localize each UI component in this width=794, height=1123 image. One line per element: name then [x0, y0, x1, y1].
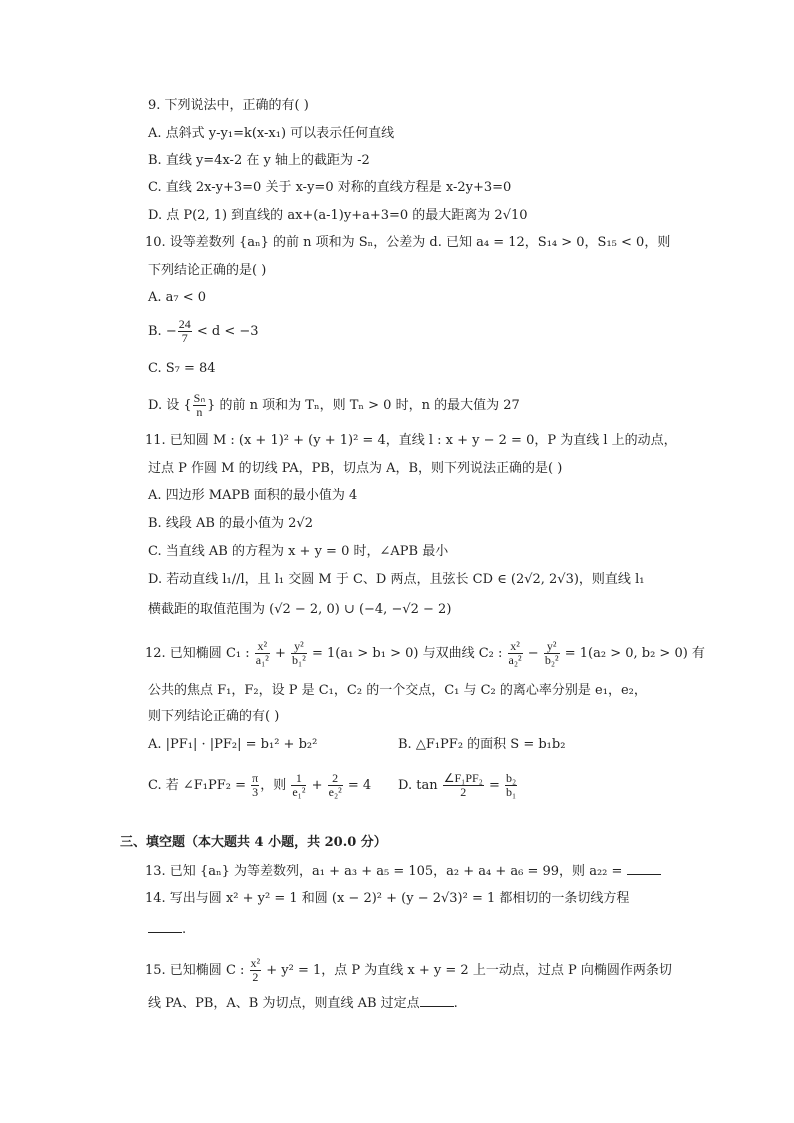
q12-c-pd: 3 [252, 785, 259, 799]
q10-d-num: Sₙ [193, 391, 206, 405]
q10-b-prefix: B. − [148, 324, 177, 339]
q12-f2d: b₁² [292, 653, 306, 667]
q15-frac [250, 957, 262, 984]
q12-c-bn: 2 [328, 772, 343, 786]
q12-stem-line3: 则下列结论正确的有( ) [148, 709, 280, 724]
q12-c-plus: + [307, 778, 327, 793]
q11-stem-line1: 11. 已知圆 M : (x + 1)² + (y + 1)² = 4，直线 l : x + y − 2 = 0，P 为直线 l 上的动点， [145, 433, 677, 448]
q15-fd: 2 [252, 970, 259, 984]
q10-b-fraction [178, 318, 192, 345]
q9-option-d: D. 点 P(2, 1) 到直线的 ax+(a-1)y+a+3=0 的最大距离为 2√10 [148, 208, 528, 223]
q10-d-fraction [193, 392, 206, 419]
q11-option-a: A. 四边形 MAPB 面积的最小值为 4 [148, 488, 358, 503]
q12-d-d: 2 [460, 785, 467, 799]
q14-answer-blank[interactable] [148, 920, 182, 933]
q12-f3d: a₂² [508, 653, 522, 667]
q12-c-pn: π [252, 771, 259, 785]
q12-stem-b: = 1(a₁ > b₁ > 0) 与双曲线 C₂ : [307, 646, 507, 661]
q10-d-den: n [196, 405, 203, 419]
q10-d-prefix: D. 设 { [148, 398, 192, 413]
q15-answer-blank[interactable] [420, 994, 454, 1007]
q11-option-d-line2: 横截距的取值范围为 (√2 − 2, 0) ∪ (−4, −√2 − 2) [148, 602, 452, 617]
q10-stem-line2: 下列结论正确的是( ) [148, 263, 267, 278]
q10-option-c: C. S₇ = 84 [148, 361, 216, 376]
q9-option-b: B. 直线 y=4x-2 在 y 轴上的截距为 -2 [148, 153, 370, 168]
q12-stem-line2: 公共的焦点 F₁，F₂，设 P 是 C₁，C₂ 的一个交点，C₁ 与 C₂ 的离心率分别是 e₁，e₂， [148, 683, 647, 698]
q12-option-a: A. |PF₁| · |PF₂| = b₁² + b₂² [148, 737, 318, 752]
q15-fn: x² [250, 956, 261, 970]
q12-d-rn: b₂ [506, 771, 517, 785]
q12-c-an: 1 [291, 772, 306, 786]
q14-line2 [148, 920, 186, 939]
q12-f4d: b₂² [544, 653, 559, 667]
q10-d-suffix: } 的前 n 项和为 Tₙ，则 Tₙ > 0 时，n 的最大值为 27 [207, 398, 520, 413]
q10-b-num: 24 [178, 317, 191, 331]
q12-d-n: ∠F₁PF₂ [443, 771, 483, 785]
q9-option-a: A. 点斜式 y-y₁=k(x-x₁) 可以表示任何直线 [148, 126, 395, 141]
q12-d-frac-angle [443, 772, 484, 799]
q12-option-b: B. △F₁PF₂ 的面积 S = b₁b₂ [398, 737, 566, 752]
q15-suffix: + y² = 1，点 P 为直线 x + y = 2 上一动点，过点 P 向椭圆作两条切 [262, 963, 672, 978]
q15-line2-text: 线 PA、PB，A、B 为切点，则直线 AB 过定点 [148, 996, 420, 1011]
q12-f1n: x² [255, 640, 270, 654]
q14-line1: 14. 写出与圆 x² + y² = 1 和圆 (x − 2)² + (y − 2√3)² = 1 都相切的一条切线方程 [145, 891, 630, 906]
q15-end: . [453, 996, 458, 1011]
q12-frac2 [291, 640, 307, 667]
q12-c-prefix: C. 若 ∠F₁PF₂ = [148, 778, 251, 793]
q10-stem-line1: 10. 设等差数列 {aₙ} 的前 n 项和为 Sₙ，公差为 d. 已知 a₄ = 12，S₁₄ > 0，S₁₅ < 0，则 [145, 235, 671, 250]
q12-c-suffix: = 4 [343, 778, 372, 793]
q12-c-frac-pi [251, 772, 259, 799]
q9-option-c: C. 直线 2x-y+3=0 关于 x-y=0 对称的直线方程是 x-2y+3=0 [148, 180, 512, 195]
q13-answer-blank[interactable] [627, 862, 661, 875]
q12-d-eq: = [484, 778, 505, 793]
q10-option-d [148, 392, 520, 419]
q10-option-b [148, 318, 259, 345]
q11-option-d-line1: D. 若动直线 l₁//l，且 l₁ 交圆 M 于 C、D 两点，且弦长 CD ∈ (2√2, 2√3)，则直线 l₁ [148, 572, 645, 587]
q10-b-suffix: < d < −3 [192, 324, 259, 339]
q13-text: 13. 已知 {aₙ} 为等差数列，a₁ + a₃ + a₅ = 105，a₂ + a₄ + a₆ = 99，则 a₂₂ = [145, 864, 627, 879]
q12-frac4 [544, 640, 560, 667]
q10-option-a: A. a₇ < 0 [148, 290, 207, 305]
q12-stem-line1: 12. 已知椭圆 C₁ : $\frac{\text{x²}}{\text{a₁²}}$ + $\frac{\text{y²}}{\text{b₁²}}$ = 1(a₁ > b₁ > 0) 与双曲线 C₂ : $\frac{\text{x²}}{\text{a₂²}}$ − $\frac{\text{y²}}{\text{b₂²}}$ = 1(a₂ > 0, b₂ > 0) 有 [145, 639, 705, 667]
section-3-heading: 三、填空题（本大题共 4 小题，共 20.0 分） [120, 835, 387, 850]
q12-frac3 [508, 640, 523, 667]
q12-stem-c: = 1(a₂ > 0, b₂ > 0) 有 [560, 646, 705, 661]
q12-d-prefix: D. tan [398, 778, 442, 793]
q12-stem-a: 12. 已知椭圆 C₁ : [145, 646, 254, 661]
q11-stem-line2: 过点 P 作圆 M 的切线 PA，PB，切点为 A，B，则下列说法正确的是( ) [148, 461, 563, 476]
q15-prefix: 15. 已知椭圆 C : [145, 963, 249, 978]
q12-option-c [148, 772, 371, 799]
q11-option-b: B. 线段 AB 的最小值为 2√2 [148, 516, 313, 531]
q12-d-frac-b [505, 772, 517, 799]
q12-frac1 [255, 640, 270, 667]
q12-f1d: a₁² [255, 653, 269, 667]
q12-c-ad: e₁² [292, 785, 306, 799]
q12-c-frac-b [328, 772, 343, 799]
q9-stem: 9. 下列说法中，正确的有( ) [148, 98, 309, 113]
q15-line2 [148, 994, 458, 1013]
q12-d-rd: b₁ [506, 785, 517, 799]
q12-f2n: y² [291, 640, 307, 654]
q11-option-c: C. 当直线 AB 的方程为 x + y = 0 时，∠APB 最小 [148, 544, 449, 559]
q12-option-d [398, 772, 518, 799]
q12-f4n: y² [544, 640, 560, 654]
q15-line1 [145, 957, 672, 984]
q14-end: . [182, 922, 187, 937]
q12-c-bd: e₂² [328, 785, 342, 799]
q10-b-den: 7 [181, 331, 188, 345]
q12-c-frac-a [291, 772, 306, 799]
q13 [145, 862, 661, 881]
q12-f3n: x² [508, 640, 523, 654]
q12-c-mid: ，则 [260, 778, 291, 793]
